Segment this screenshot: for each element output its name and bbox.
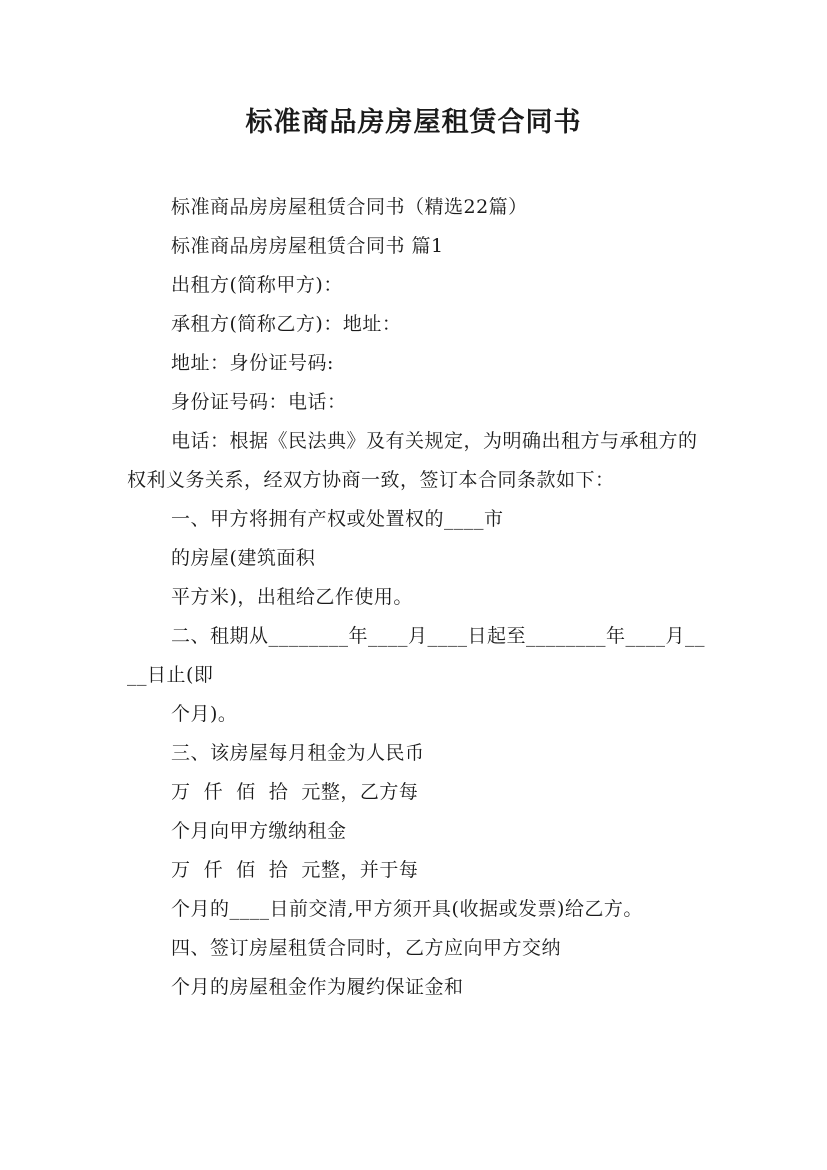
document-body	[127, 188, 705, 1007]
paragraph-preamble: 电话：根据《民法典》及有关规定，为明确出租方与承租方的权利义务关系，经双方协商一致，签订本合同条款如下：	[127, 430, 698, 491]
document-title: 标准商品房房屋租赁合同书	[245, 107, 582, 138]
paragraph-section-heading: 标准商品房房屋租赁合同书 篇1	[171, 235, 444, 257]
paragraph-clause-4: 四、签订房屋租赁合同时，乙方应向甲方交纳	[171, 937, 562, 959]
paragraph-lessor: 出租方(简称甲方)：	[171, 274, 343, 296]
paragraph-id-number: 身份证号码：电话：	[171, 391, 347, 413]
paragraph-clause-3: 三、该房屋每月租金为人民币	[171, 742, 425, 764]
paragraph-clause-4-deposit: 个月的房屋租金作为履约保证金和	[171, 976, 464, 998]
paragraph-clause-2-months: 个月)。	[171, 703, 238, 725]
paragraph-clause-3-payment: 个月向甲方缴纳租金	[171, 820, 347, 842]
paragraph-lessee: 承租方(简称乙方)：地址：	[171, 313, 402, 335]
paragraph-subtitle: 标准商品房房屋租赁合同书（精选22篇）	[171, 196, 528, 218]
paragraph-clause-2: 二、租期从________年____月____日起至________年____月____日止(即	[127, 625, 706, 686]
paragraph-clause-3-amount-2: 万 仟 佰 拾 元整，并于每	[171, 859, 419, 881]
paragraph-clause-3-amount: 万 仟 佰 拾 元整，乙方每	[171, 781, 419, 803]
paragraph-address: 地址：身份证号码:	[171, 352, 334, 374]
paragraph-clause-1-use: 平方米)，出租给乙作使用。	[171, 586, 413, 608]
paragraph-clause-1: 一、甲方将拥有产权或处置权的____市	[171, 508, 504, 530]
paragraph-clause-3-due: 个月的____日前交清,甲方须开具(收据或发票)给乙方。	[171, 898, 643, 920]
paragraph-clause-1-area: 的房屋(建筑面积	[171, 547, 316, 569]
